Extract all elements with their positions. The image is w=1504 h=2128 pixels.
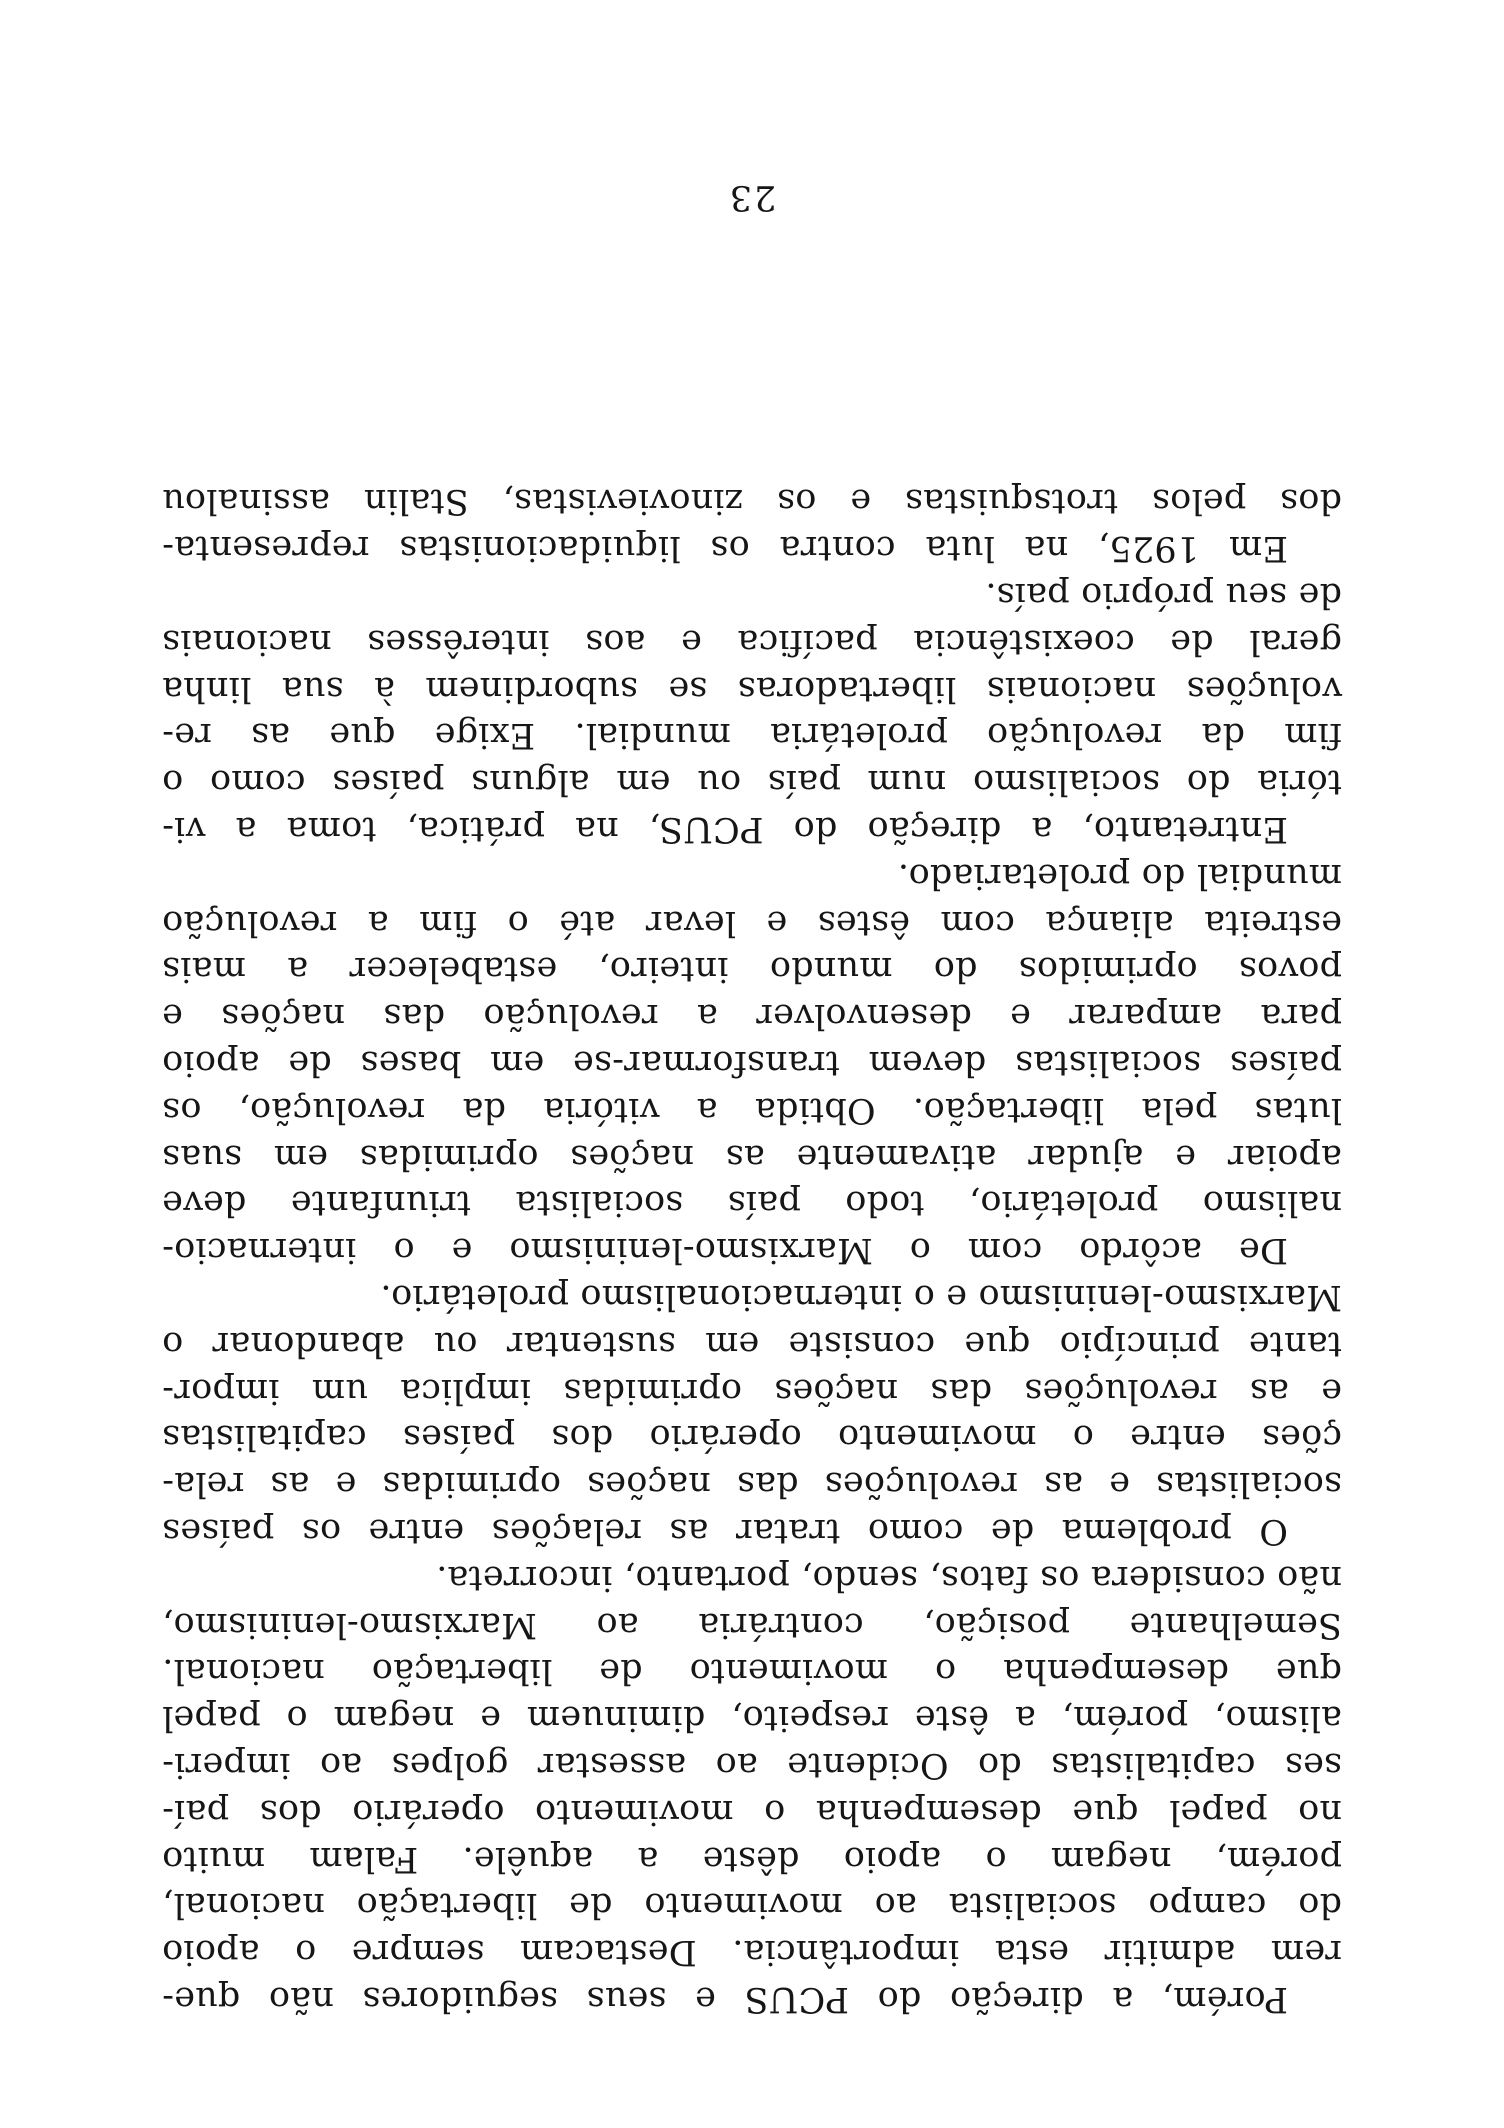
- text-line: não considera os fatos, sendo, portanto, incorreta.: [436, 1557, 1342, 1598]
- text-line: fim da revolução proletária mundial. Exige que as re-: [162, 715, 1342, 756]
- text-line: geral de coexistência pacífica e aos interêsses nacionais: [162, 621, 1342, 662]
- text-line: para amparar e desenvolver a revolução das nações e: [162, 996, 1342, 1037]
- body-text: [162, 478, 1342, 2022]
- text-line: povos oprimidos do mundo inteiro, estabelecer a mais: [162, 949, 1342, 990]
- text-line: rem admitir esta importância. Destacam sempre o apoio: [162, 1932, 1342, 1973]
- text-line: no papel que desempenha o movimento operário dos paí-: [162, 1791, 1342, 1832]
- text-line: Marxismo-leninismo e o internacionalismo proletário.: [380, 1277, 1342, 1318]
- text-line: alismo, porém, a êste respeito, diminuem e negam o papel: [162, 1698, 1342, 1739]
- text-line: de seu próprio país.: [985, 575, 1342, 616]
- text-line: Em 1925, na luta contra os liquidacionistas representa-: [162, 528, 1288, 569]
- text-line: países socialistas devem transformar-se em bases de apoio: [162, 1043, 1342, 1084]
- text-line: tória do socialismo num país ou em alguns países como o: [162, 762, 1342, 803]
- text-line: De acôrdo com o Marxismo-leninismo e o internacio-: [162, 1230, 1288, 1271]
- text-line: nalismo proletário, todo país socialista triunfante deve: [162, 1183, 1342, 1224]
- text-line: ses capitalistas do Ocidente ao assestar golpes ao imperi-: [162, 1745, 1342, 1786]
- text-line: Semelhante posição, contrária ao Marxismo-leninismo,: [162, 1604, 1342, 1645]
- text-line: O problema de como tratar as relações entre os países: [162, 1511, 1288, 1552]
- text-line: mundial do proletariado.: [897, 855, 1342, 896]
- text-line: Entretanto, a direção do PCUS, na prática, toma a vi-: [162, 809, 1288, 850]
- text-line: do campo socialista ao movimento de libertação nacional,: [162, 1885, 1342, 1926]
- text-line: e as revoluções das nações oprimidas implica um impor-: [162, 1370, 1342, 1411]
- text-line: lutas pela libertação. Obtida a vitória da revolução, os: [162, 1089, 1342, 1130]
- text-line: Porém, a direção do PCUS e seus seguidores não que-: [162, 1979, 1288, 2019]
- text-line: estreita aliança com êstes e levar até o fim a revolução: [162, 902, 1342, 943]
- text-line: porém, negam o apoio dêste a aquêle. Falam muito: [162, 1838, 1342, 1879]
- text-line: tante princípio que consiste em sustentar ou abandonar o: [162, 1323, 1342, 1364]
- text-line: ções entre o movimento operário dos países capitalistas: [162, 1417, 1342, 1458]
- text-line: dos pelos trotsquistas e os zinovievistas, Stalin assinalou: [162, 481, 1342, 522]
- text-line: que desempenha o movimento de libertação nacional.: [162, 1651, 1342, 1692]
- text-line: apoiar e ajudar ativamente as nações oprimidas em suas: [162, 1136, 1342, 1177]
- text-line: socialistas e as revoluções das nações oprimidas e as rela-: [162, 1464, 1342, 1505]
- page-number: 23: [727, 177, 777, 217]
- text-line: voluções nacionais libertadoras se subordinem à sua linha: [162, 668, 1342, 709]
